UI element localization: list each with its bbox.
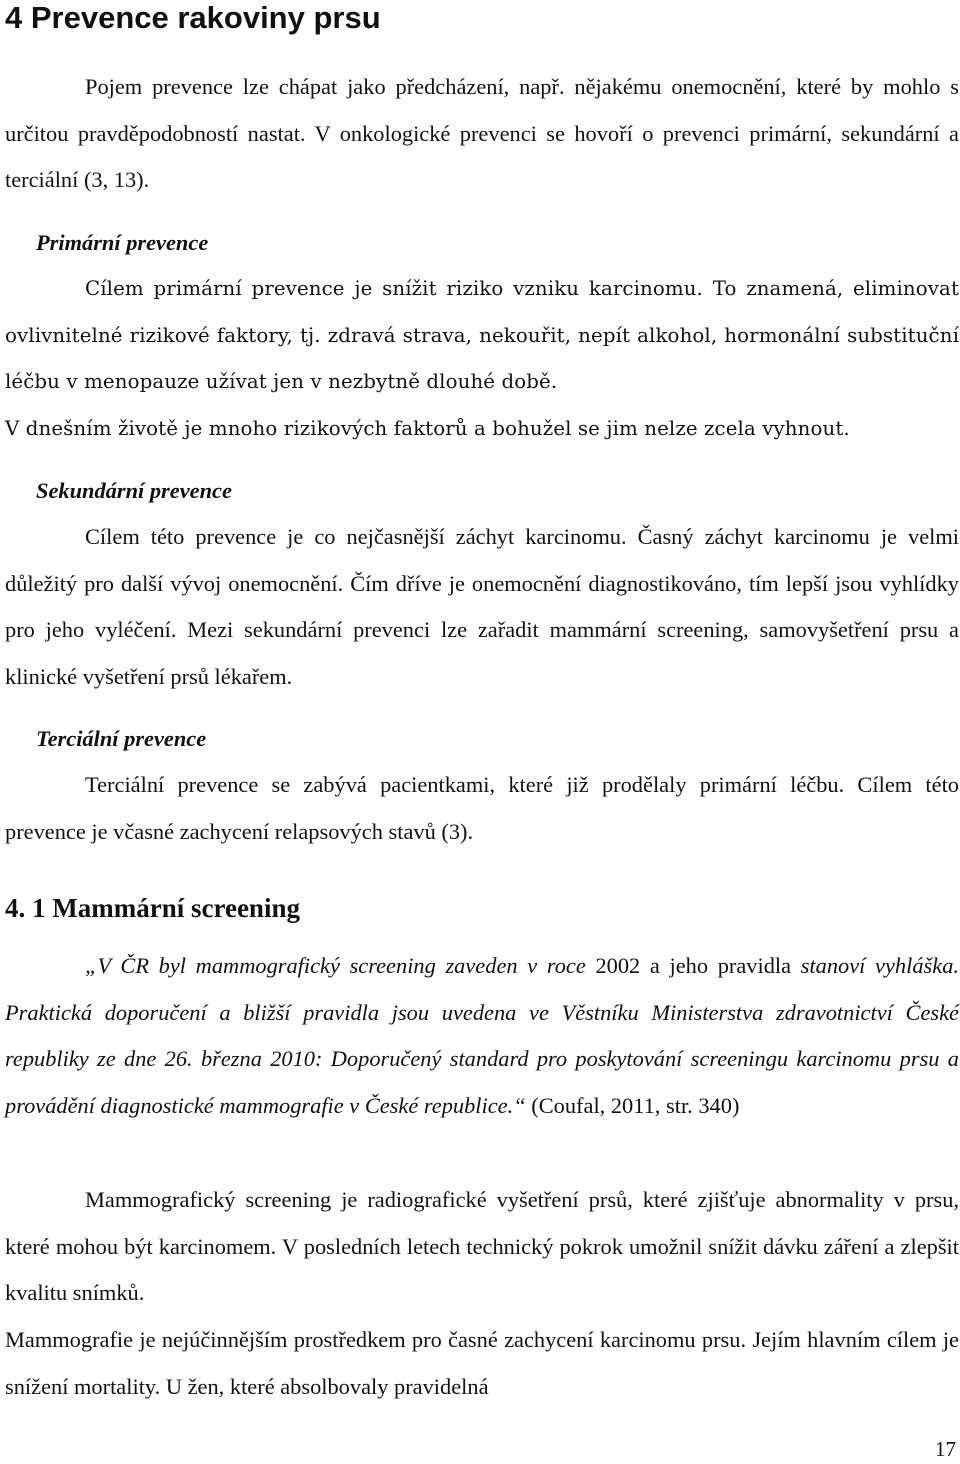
secondary-prevention-heading: Sekundární prevence: [36, 478, 232, 503]
section-title: 4. 1 Mammární screening: [5, 893, 300, 923]
primary-prevention-heading: Primární prevence: [36, 230, 209, 255]
tertiary-prevention-text: Terciální prevence se zabývá pacientkami, které již prodělaly primární léčbu. Cílem této prevence je včasné zachycení relapsových stavů (3).: [5, 772, 959, 844]
page-number: 17: [935, 1437, 956, 1461]
quote-citation: (Coufal, 2011, str. 340): [525, 1093, 740, 1119]
screening-paragraph-2: Mammografie je nejúčinnějším prostředkem pro časné zachycení karcinomu prsu. Jejím hlavním cílem je snížení mortality. U žen, které absolbovaly pravidelná: [5, 1327, 959, 1399]
intro-paragraph: Pojem prevence lze chápat jako předcházení, např. nějakému onemocnění, které by mohlo s určitou pravděpodobností nastat. V onkologické prevenci se hovoří o prevenci primární, sekundární a terciální (3, 13).: [5, 74, 959, 193]
secondary-prevention-text: Cílem této prevence je co nejčasnější záchyt karcinomu. Časný záchyt karcinomu je velmi důležitý pro další vývoj onemocnění. Čím dříve je onemocnění diagnostikováno, tím lepší jsou vyhlídky pro jeho vyléčení. Mezi sekundární prevenci lze zařadit mammární screening, samovyšetření prsu a klinické vyšetření prsů lékařem.: [5, 524, 959, 690]
tertiary-prevention-heading: Terciální prevence: [36, 726, 207, 751]
quote-part-2: stanoví vyhláška. Praktická doporučení a bližší pravidla jsou uvedena ve Věstníku Ministerstva zdravotnictví České republiky ze dne 26. března 2010: Doporučený standard pro poskytování screeningu karcinomu prsu a provádění diagnostické mammografie v České republice.“: [5, 953, 959, 1119]
quote-part-1: „V ČR byl mammografický screening zaveden v roce: [85, 953, 596, 978]
screening-paragraph-1: Mammografický screening je radiografické vyšetření prsů, které zjišťuje abnormality v prsu, které mohou být karcinomem. V posledních letech technický pokrok umožnil snížit dávku záření a zlepšit kvalitu snímků.: [5, 1187, 959, 1306]
quote-year: 2002 a jeho pravidla: [595, 953, 792, 978]
primary-prevention-text-2: V dnešním životě je mnoho rizikových faktorů a bohužel se jim nelze zcela vyhnout.: [5, 417, 850, 440]
chapter-title: 4 Prevence rakoviny prsu: [5, 0, 381, 35]
screening-quote: [5, 943, 959, 1130]
primary-prevention-text: Cílem primární prevence je snížit riziko vzniku karcinomu. To znamená, eliminovat ovlivnitelné rizikové faktory, tj. zdravá strava, nekouřit, nepít alkohol, hormonální substituční léčbu v menopauze užívat jen v nezbytně dlouhé době.: [5, 277, 959, 394]
